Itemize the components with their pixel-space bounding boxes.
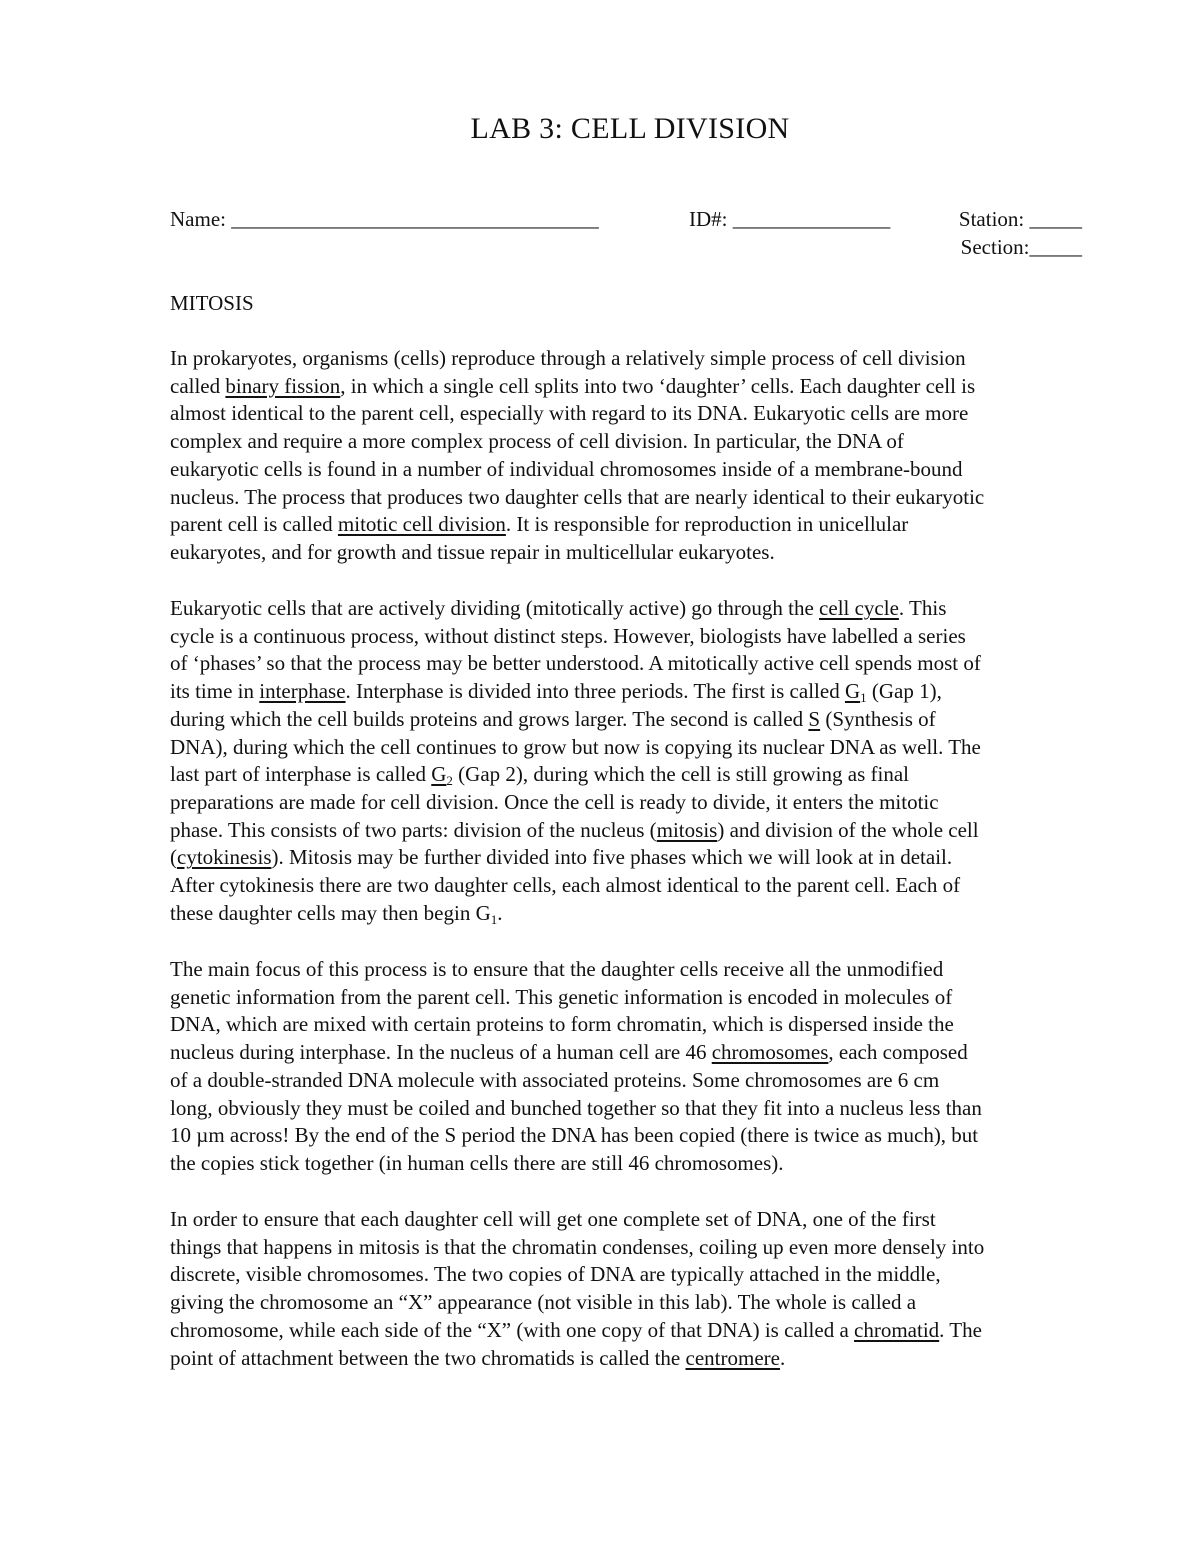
text-line: 10 µm across! By the end of the S period the DNA has been copied (there is twice as much), but (170, 1123, 979, 1148)
text-line: In prokaryotes, organisms (cells) reproduce through a relatively simple process of cell division (170, 346, 966, 370)
term-chromosomes: chromosomes (711, 1040, 829, 1065)
paragraph-cell-cycle (170, 595, 1090, 927)
section-heading: MITOSIS (170, 291, 254, 315)
text-line: (cytokinesis). Mitosis may be further divided into five phases which we will look at in detail. (170, 845, 953, 870)
text-line: In order to ensure that each daughter cell will get one complete set of DNA, one of the first (170, 1207, 936, 1231)
text-line: the copies stick together (in human cells there are still 46 chromosomes). (170, 1150, 784, 1175)
text-line: of ‘phases’ so that the process may be better understood. A mitotically active cell spends most of (170, 651, 981, 676)
text-line: chromosome, while each side of the “X” (with one copy of that DNA) is called a chromatid. The (170, 1317, 982, 1342)
term-binary-fission: binary fission (225, 373, 341, 398)
term-interphase: interphase (259, 679, 346, 704)
text-line: genetic information from the parent cell. This genetic information is encoded in molecules of (170, 984, 953, 1009)
id-field: ID#: _______________ (689, 207, 891, 231)
term-mitotic-cell-division: mitotic cell division (337, 512, 506, 537)
text-line: things that happens in mitosis is that the chromatin condenses, coiling up even more densely into (170, 1234, 985, 1259)
text-line: nucleus during interphase. In the nucleus of a human cell are 46 chromosomes, each composed (170, 1040, 968, 1065)
term-chromatid: chromatid (854, 1317, 940, 1342)
text-line: Eukaryotic cells that are actively dividing (mitotically active) go through the cell cycle. This (170, 596, 947, 620)
text-line: The main focus of this process is to ensure that the daughter cells receive all the unmodified (170, 957, 944, 981)
term-g2: $G_2$ (431, 762, 453, 789)
paragraph-genetic-information (170, 956, 1090, 1178)
text-line: long, obviously they must be coiled and bunched together so that they fit into a nucleus less than (170, 1095, 982, 1120)
text-line: eukaryotes, and for growth and tissue repair in multicellular eukaryotes. (170, 539, 775, 564)
text-line: DNA), during which the cell continues to grow but now is copying its nuclear DNA as well. The (170, 734, 981, 759)
text-line: point of attachment between the two chromatids is called the centromere. (170, 1345, 786, 1370)
text-line: cycle is a continuous process, without distinct steps. However, biologists have labelled a series (170, 623, 966, 648)
term-centromere: centromere (685, 1345, 780, 1370)
text-line: eukaryotic cells is found in a number of individual chromosomes inside of a membrane-bound (170, 456, 963, 481)
text-line: last part of interphase is called $G_2$ (Gap 2), during which the cell is still growing as final (170, 762, 909, 789)
text-line: complex and require a more complex process of cell division. In particular, the DNA of (170, 429, 904, 454)
paragraph-chromatids (170, 1206, 1090, 1372)
text-line: of a double-stranded DNA molecule with associated proteins. Some chromosomes are 6 cm (170, 1067, 940, 1092)
name-field: Name: ___________________________________ (170, 207, 599, 231)
section-field: Section:_____ (960, 235, 1082, 259)
text-line: parent cell is called mitotic cell division. It is responsible for reproduction in unicellular (170, 512, 909, 537)
text-line: called binary fission, in which a single cell splits into two ‘daughter’ cells. Each daughter cell is (170, 373, 976, 398)
term-g1: $G_1$ (844, 679, 867, 706)
term-mitosis: mitosis (656, 817, 718, 842)
station-field: Station: _____ (958, 207, 1082, 231)
paragraph-prokaryotes (170, 345, 1090, 567)
term-s: S (808, 706, 821, 731)
text-line: during which the cell builds proteins and grows larger. The second is called S (Synthesis of (170, 706, 936, 731)
page-title: LAB 3: CELL DIVISION (470, 112, 790, 145)
term-cell-cycle: cell cycle (819, 596, 899, 620)
text-line: DNA, which are mixed with certain proteins to form chromatin, which is dispersed inside the (170, 1012, 954, 1037)
text-line: phase. This consists of two parts: division of the nucleus (mitosis) and division of the whole cell (170, 817, 979, 842)
text-line: discrete, visible chromosomes. The two copies of DNA are typically attached in the middle, (170, 1262, 941, 1287)
text-line: almost identical to the parent cell, especially with regard to its DNA. Eukaryotic cells are more (170, 401, 969, 426)
text-line: After cytokinesis there are two daughter cells, each almost identical to the parent cell. Each of (170, 873, 961, 898)
text-line: nucleus. The process that produces two daughter cells that are nearly identical to their eukaryotic (170, 484, 985, 509)
text-line: its time in interphase. Interphase is divided into three periods. The first is called $G_1$ (Gap 1), (170, 679, 942, 706)
term-cytokinesis: cytokinesis (177, 845, 272, 870)
text-line: these daughter cells may then begin $G_1$. (170, 900, 503, 927)
text-line: giving the chromosome an “X” appearance (not visible in this lab). The whole is called a (170, 1290, 917, 1315)
text-line: preparations are made for cell division. Once the cell is ready to divide, it enters the mitotic (170, 789, 939, 814)
